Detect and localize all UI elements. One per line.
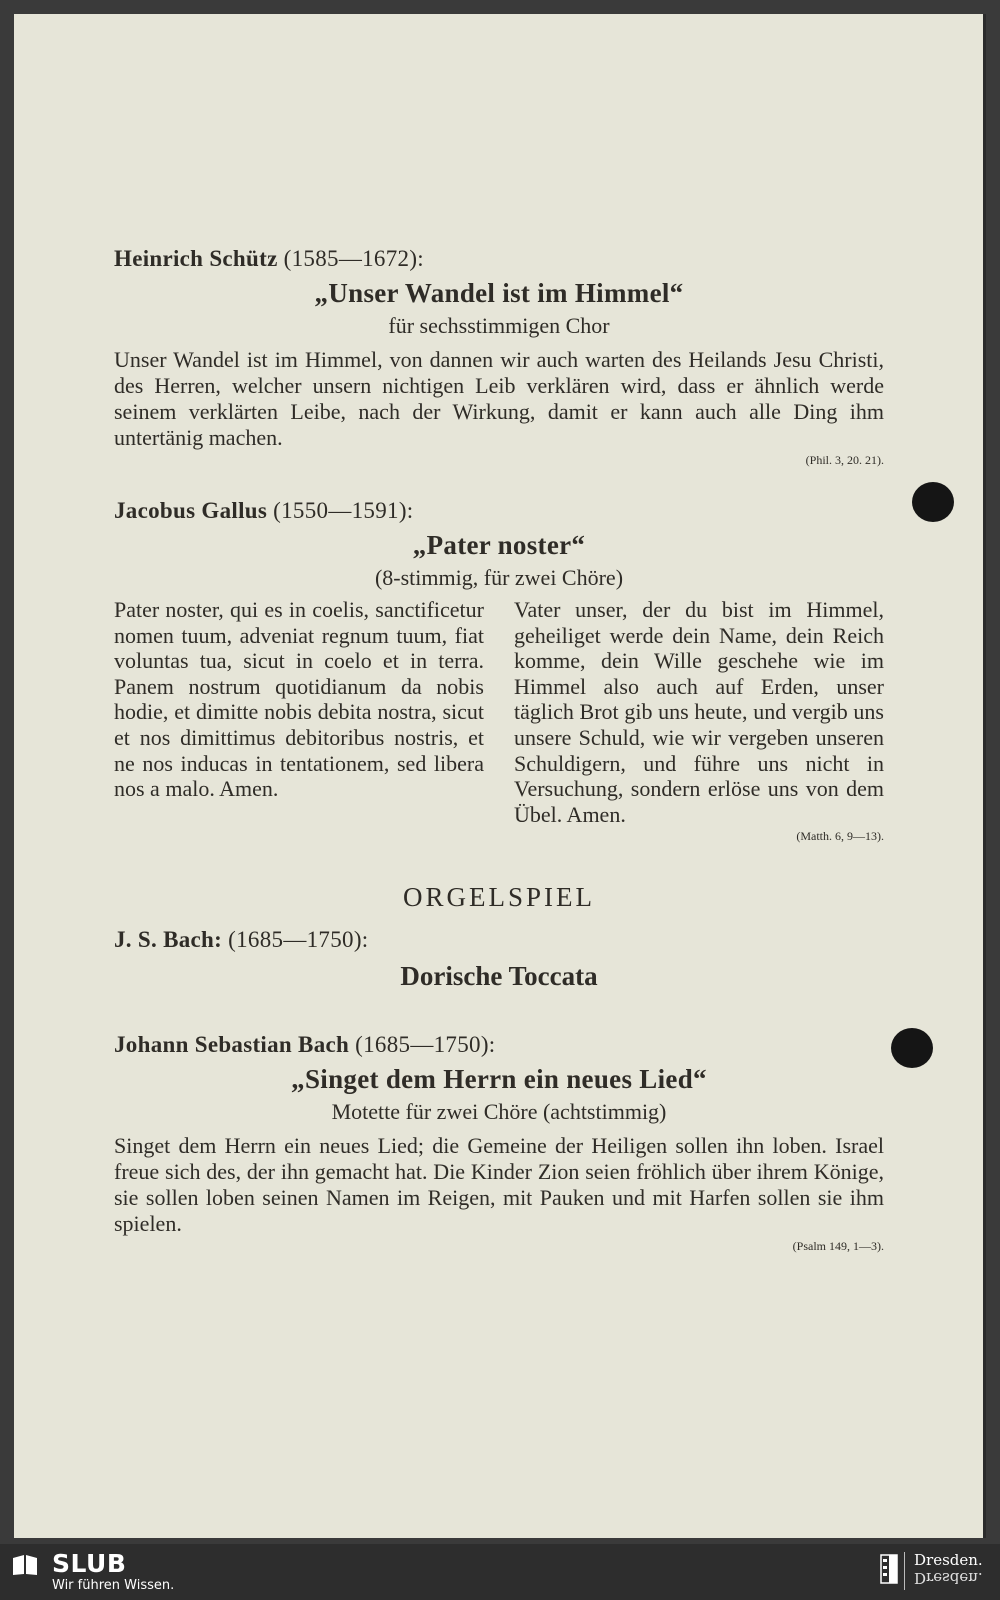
piece-title: Dorische Toccata: [400, 961, 598, 992]
punch-hole-bottom: [891, 1028, 933, 1068]
composer-line-schuetz: [114, 246, 884, 272]
bible-reference: (Psalm 149, 1—3).: [792, 1239, 884, 1254]
bible-reference: (Matth. 6, 9—13).: [796, 829, 884, 844]
slub-tagline: Wir führen Wissen.: [52, 1578, 175, 1593]
piece-subtitle: für sechsstimmigen Chor: [388, 313, 610, 338]
slub-name[interactable]: SLUB: [52, 1549, 127, 1578]
dresden-crest-icon[interactable]: [880, 1554, 898, 1584]
composer-name: Jacobus Gallus: [114, 498, 268, 523]
composer-name: Johann Sebastian Bach: [114, 1032, 350, 1058]
piece-title: „Unser Wandel ist im Himmel“: [314, 278, 684, 308]
lyrics-text: Singet dem Herrn ein neues Lied; die Gemeine der Heiligen sollen ihn loben. Israel freue sich des, der ihn gemacht hat. Die Kinder Zion seien fröhlich über ihrem Könige, sie sollen loben seinen Namen im Reigen, mit Pauken und mit Harfen sollen sie ihm spielen.: [114, 1133, 884, 1237]
composer-dates: (1685—1750):: [355, 1032, 496, 1058]
program-content: [114, 246, 884, 1254]
footer-bar: [0, 1544, 1000, 1600]
composer-name: Heinrich Schütz: [114, 246, 278, 271]
slub-logo-icon[interactable]: [12, 1554, 38, 1576]
piece-title: „Singet dem Herrn ein neues Lied“: [291, 1064, 707, 1095]
dresden-wordmark[interactable]: [914, 1552, 983, 1586]
composer-line-bach-motet: [114, 1032, 884, 1058]
composer-dates: (1550—1591):: [273, 498, 414, 523]
punch-hole-top: [912, 482, 954, 522]
dresden-line-2: Dresden.: [914, 1569, 983, 1587]
composer-dates: (1585—1672):: [283, 246, 424, 271]
dresden-line-1: Dresden.: [914, 1551, 983, 1569]
footer-divider: [904, 1552, 905, 1590]
lyrics-text: Unser Wandel ist im Himmel, von dannen wir auch warten des Heilands Jesu Christi, des Herren, welcher unsern nichtigen Leib verklären wird, dass er ähnlich werde seinem verklärten Leibe, nach der Wirkung, damit er kann auch alle Ding ihm untertänig machen.: [114, 347, 884, 450]
bible-reference: (Phil. 3, 20. 21).: [805, 453, 884, 467]
composer-dates: (1685—1750):: [228, 927, 369, 953]
piece-title: „Pater noster“: [412, 530, 586, 560]
lyrics-german: Vater unser, der du bist im Himmel, geheiliget werde dein Name, dein Reich komme, dein Wille geschehe wie im Himmel also auch auf Erden, unser täglich Brot gib uns heute, und vergib uns unsere Schuld, wie wir vergeben unseren Schuldigern, und führe uns nicht in Versuchung, sondern erlöse uns von dem Übel. Amen.: [514, 597, 884, 827]
piece-subtitle: (8-stimmig, für zwei Chöre): [374, 565, 624, 590]
bilingual-lyrics: [114, 597, 884, 827]
section-heading-orgelspiel: ORGELSPIEL: [403, 882, 595, 913]
composer-line-gallus: [114, 498, 884, 524]
piece-subtitle: Motette für zwei Chöre (achtstimmig): [331, 1099, 667, 1125]
lyrics-latin: Pater noster, qui es in coelis, sanctificetur nomen tuum, adveniat regnum tuum, fiat voluntas tua, sicut in coelo et in terra. Panem nostrum quotidianum da nobis hodie, et dimitte nobis debita nostra, sicut et nos dimittimus debitoribus nostris, et ne nos inducas in tentationem, sed libera nos a malo. Amen.: [114, 597, 484, 802]
composer-line-bach-organ: [114, 927, 884, 953]
composer-name: J. S. Bach:: [114, 927, 223, 953]
